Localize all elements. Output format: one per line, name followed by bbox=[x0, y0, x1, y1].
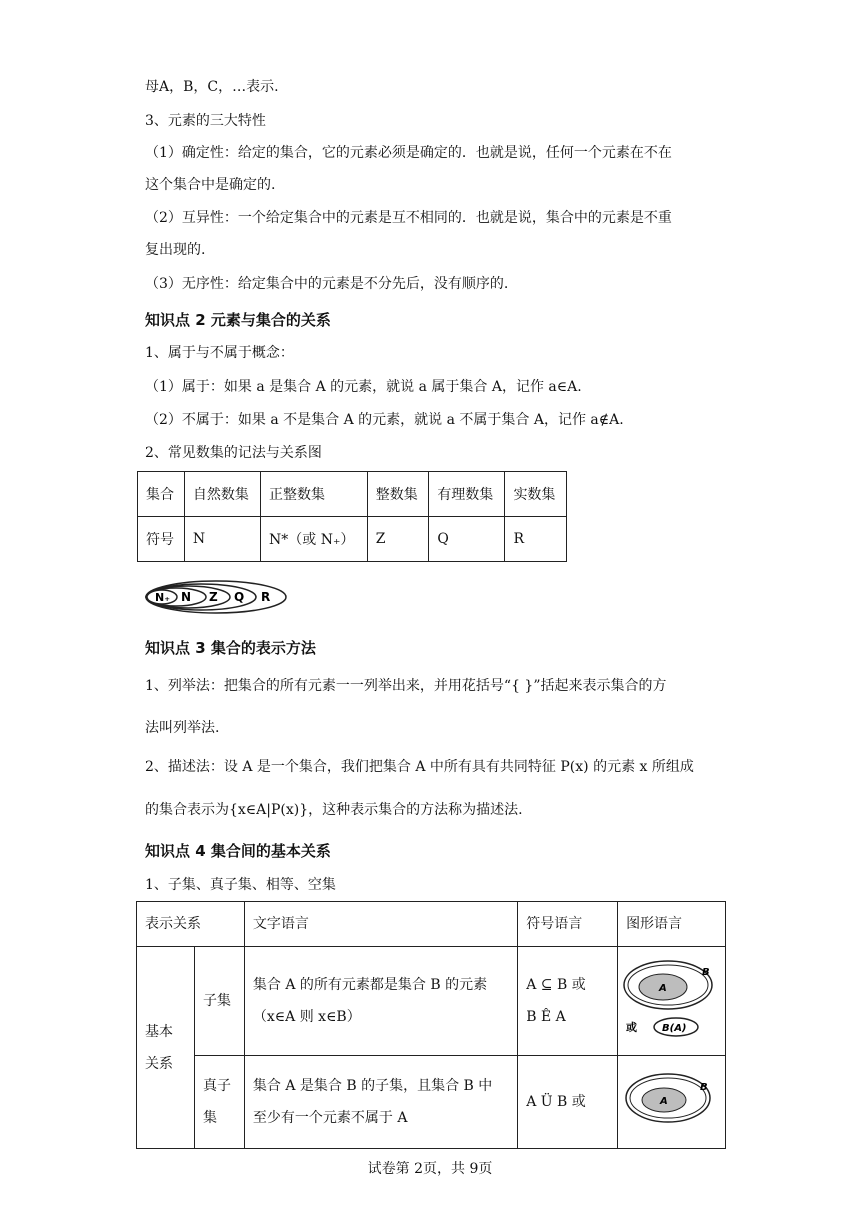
table-cell: Q bbox=[429, 517, 505, 562]
number-set-table bbox=[137, 471, 567, 562]
text-line: 2、描述法：设 A 是一个集合，我们把集合 A 中所有具有共同特征 P(x) 的元素 x 所组成 bbox=[145, 759, 694, 775]
text-line: 法叫列举法. bbox=[145, 720, 220, 736]
table-row bbox=[138, 517, 567, 562]
table-cell: 整数集 bbox=[367, 472, 429, 517]
text-line: （3）无序性：给定集合中的元素是不分先后，没有顺序的. bbox=[145, 276, 509, 292]
table-cell: N*（或 N₊） bbox=[261, 517, 368, 562]
set-label: R bbox=[261, 590, 271, 604]
text-line: （1）属于：如果 a 是集合 A 的元素，就说 a 属于集合 A，记作 a∈A. bbox=[145, 379, 582, 395]
set-relation-table bbox=[136, 901, 726, 1149]
text-line: （2）互异性：一个给定集合中的元素是互不相同的．也就是说，集合中的元素是不重 bbox=[145, 210, 672, 226]
table-cell bbox=[618, 947, 726, 1056]
number-set-nesting-diagram bbox=[145, 580, 287, 614]
venn-label: B bbox=[700, 1082, 708, 1093]
text-line: （1）确定性：给定的集合，它的元素必须是确定的．也就是说，任何一个元素在不在 bbox=[145, 145, 672, 161]
table-cell: 子集 bbox=[195, 947, 245, 1056]
section-heading: 知识点 2 元素与集合的关系 bbox=[145, 311, 331, 329]
table-row bbox=[137, 947, 726, 1056]
symbol-line: A Ü B 或 bbox=[526, 1094, 586, 1110]
table-cell bbox=[195, 1056, 245, 1149]
subset-venn-diagram bbox=[618, 947, 718, 1043]
venn-label: A bbox=[659, 983, 667, 994]
table-cell bbox=[244, 1056, 517, 1149]
text-line: 的集合表示为{x∈A|P(x)}，这种表示集合的方法称为描述法. bbox=[145, 802, 523, 818]
venn-label: A bbox=[660, 1096, 668, 1107]
section-heading: 知识点 3 集合的表示方法 bbox=[145, 639, 316, 657]
text-line: 母A，B，C，…表示. bbox=[145, 79, 279, 95]
table-cell: 表示关系 bbox=[137, 902, 245, 947]
table-row bbox=[137, 902, 726, 947]
text-line: 1、属于与不属于概念： bbox=[145, 345, 294, 361]
text-line: 1、子集、真子集、相等、空集 bbox=[145, 877, 336, 893]
text-line: 复出现的. bbox=[145, 242, 206, 258]
proper-subset-venn-diagram bbox=[618, 1056, 718, 1136]
table-cell: 图形语言 bbox=[618, 902, 726, 947]
table-cell: 符号 bbox=[138, 517, 185, 562]
page-footer: 试卷第 2页，共 9页 bbox=[367, 1161, 493, 1177]
table-cell: 符号语言 bbox=[518, 902, 618, 947]
venn-label: B bbox=[702, 967, 710, 978]
text-line: 集合 A 的所有元素都是集合 B 的元素 bbox=[252, 977, 488, 993]
text-line: 至少有一个元素不属于 A bbox=[252, 1110, 408, 1126]
section-heading: 知识点 4 集合间的基本关系 bbox=[145, 842, 331, 860]
symbol-line: A ⊆ B 或 bbox=[526, 977, 586, 993]
set-label: N bbox=[181, 590, 192, 604]
set-label: N₊ bbox=[155, 591, 171, 604]
table-row bbox=[137, 1056, 726, 1149]
table-cell bbox=[518, 947, 618, 1056]
table-cell: Z bbox=[367, 517, 429, 562]
text-line: 这个集合中是确定的. bbox=[145, 177, 276, 193]
text-line: 3、元素的三大特性 bbox=[145, 113, 266, 129]
table-cell bbox=[618, 1056, 726, 1149]
table-cell bbox=[518, 1056, 618, 1149]
symbol-line: B Ê A bbox=[526, 1009, 566, 1025]
text-line: （2）不属于：如果 a 不是集合 A 的元素，就说 a 不属于集合 A，记作 a∉A. bbox=[145, 412, 624, 428]
venn-label: B(A) bbox=[662, 1023, 687, 1034]
table-cell: 有理数集 bbox=[429, 472, 505, 517]
table-cell bbox=[137, 947, 195, 1149]
table-cell: 正整数集 bbox=[261, 472, 368, 517]
table-cell: 实数集 bbox=[505, 472, 567, 517]
set-label: Q bbox=[234, 590, 245, 604]
text-line: 1、列举法：把集合的所有元素一一列举出来，并用花括号“{ }”括起来表示集合的方 bbox=[145, 678, 667, 694]
table-cell: 文字语言 bbox=[244, 902, 517, 947]
table-cell: 自然数集 bbox=[184, 472, 260, 517]
text-line: 2、常见数集的记法与关系图 bbox=[145, 445, 322, 461]
text-line: （x∈A 则 x∈B） bbox=[252, 1009, 361, 1025]
table-cell: 集合 bbox=[138, 472, 185, 517]
table-cell: R bbox=[505, 517, 567, 562]
set-label: Z bbox=[209, 590, 218, 604]
group-label: 基本关系 bbox=[145, 1023, 173, 1072]
text-line: 集合 A 是集合 B 的子集，且集合 B 中 bbox=[252, 1078, 493, 1094]
table-cell bbox=[244, 947, 517, 1056]
table-cell: N bbox=[184, 517, 260, 562]
venn-or-label: 或 bbox=[626, 1021, 638, 1034]
row-label: 真子集 bbox=[203, 1078, 232, 1126]
table-row bbox=[138, 472, 567, 517]
